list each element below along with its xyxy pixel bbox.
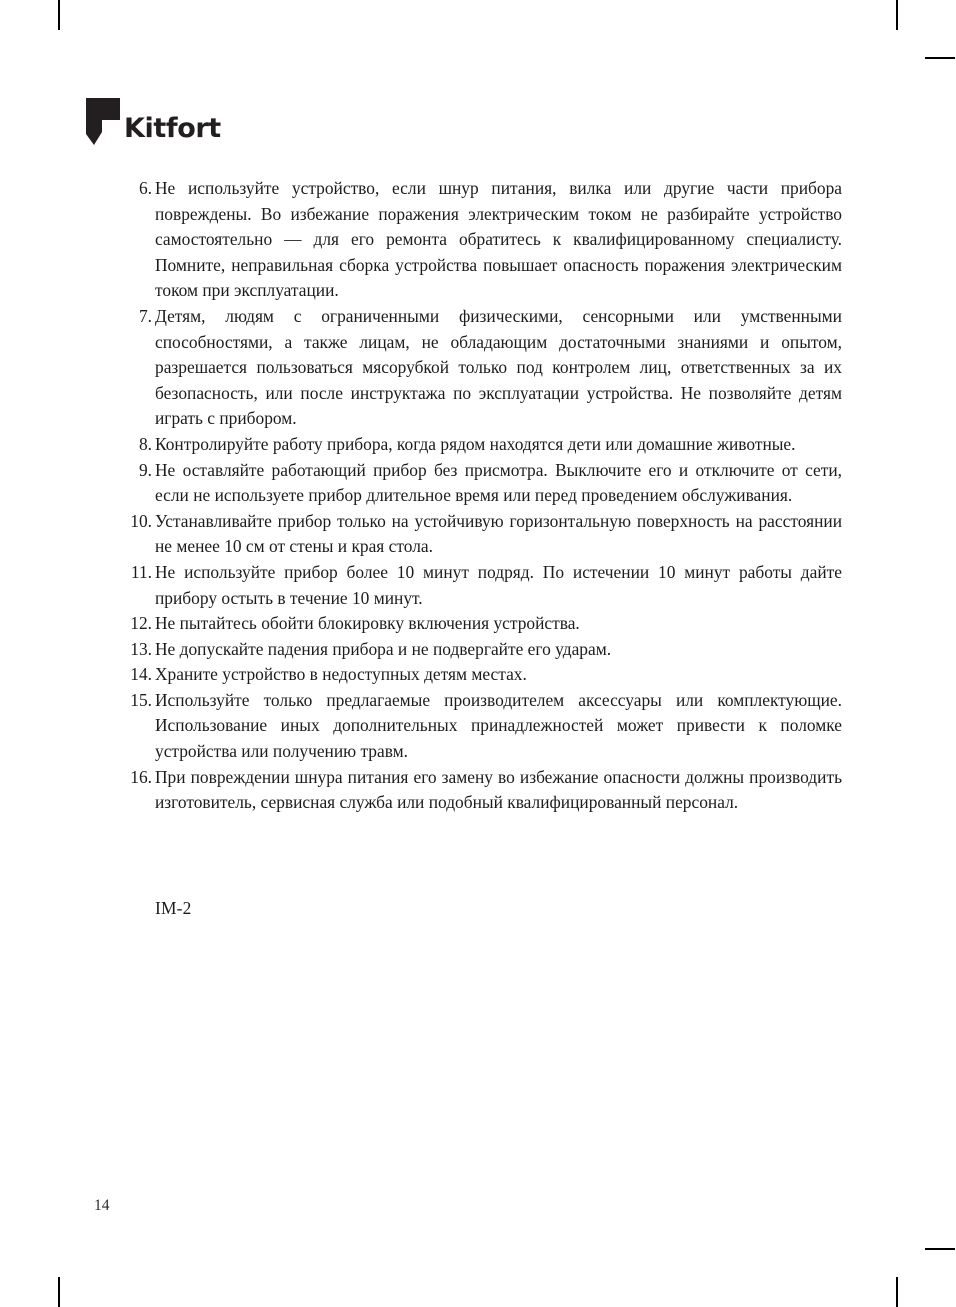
list-item [128, 611, 842, 637]
list-item-marker: 15. [130, 689, 152, 710]
list-item-text: Не оставляйте работающий прибор без присмотра. Выключите его и отключите от сети, если не используете прибор длительное время или перед проведением обслуживания. [155, 459, 842, 506]
list-item-text: Не используйте устройство, если шнур питания, вилка или другие части прибора повреждены. Во избежание поражения электрическим током не разбирайте устройство самостоятельно — для его ремонта обратитесь к квалифицированному специалисту. Помните, неправильная сборка устройства повышает опасность поражения электрическим током при эксплуатации. [155, 178, 842, 301]
list-item [128, 458, 842, 509]
list-item-marker: 6. [138, 178, 152, 198]
list-item-marker: 7. [138, 305, 152, 326]
list-item-marker: 10. [130, 510, 152, 531]
list-item-text: Устанавливайте прибор только на устойчивую горизонтальную поверхность на расстоянии не менее 10 см от стены и края стола. [155, 510, 842, 557]
list-item-text: Не допускайте падения прибора и не подвергайте его ударам. [155, 638, 612, 659]
brand-name: Kitfort [124, 113, 221, 144]
list-item-marker: 12. [130, 613, 152, 634]
list-item-text: Храните устройство в недоступных детям местах. [155, 664, 527, 685]
list-item [128, 432, 842, 458]
list-item-text: Не пытайтесь обойти блокировку включения устройства. [155, 613, 580, 634]
list-item-marker: 8. [138, 433, 152, 454]
list-item-marker: 9. [138, 459, 152, 480]
list-item [128, 560, 842, 611]
list-item-text: Детям, людям с ограниченными физическими, сенсорными или умственными способностями, а также лицам, не обладающим достаточными знаниями и опытом, разрешается пользоваться мясорубкой только под контролем лиц, ответственных за их безопасность, или после инструктажа по эксплуатации устройства. Не позволяйте детям играть с прибором. [155, 305, 842, 429]
list-item-text: При повреждении шнура питания его замену во избежание опасности должны производить изготовитель, сервисная служба или подобный квалифицированный персонал. [155, 766, 842, 813]
list-item-marker: 14. [130, 664, 152, 685]
list-item-text: Контролируйте работу прибора, когда рядом находятся дети или домашние животные. [155, 433, 796, 454]
list-item-marker: 16. [130, 766, 152, 787]
list-item [128, 509, 842, 560]
safety-instructions-list [128, 176, 842, 816]
page-number: 14 [94, 1197, 110, 1214]
list-item-text: Не используйте прибор более 10 минут подряд. По истечении 10 минут работы дайте прибору остыть в течение 10 минут. [155, 561, 842, 608]
document-code: IM-2 [155, 898, 192, 918]
brand-logo [86, 96, 221, 148]
list-item-marker: 11. [130, 561, 152, 582]
kitfort-flag-logo-icon [86, 98, 120, 148]
list-item [128, 637, 842, 663]
list-item-marker: 13. [130, 638, 152, 659]
list-item [128, 304, 842, 432]
list-item [128, 662, 842, 688]
list-item-text: Используйте только предлагаемые производителем аксессуары или комплектующие. Использование иных дополнительных принадлежностей может привести к поломке устройства или получению травм. [155, 689, 842, 762]
list-item [128, 765, 842, 816]
list-item [128, 176, 842, 304]
list-item [128, 688, 842, 765]
